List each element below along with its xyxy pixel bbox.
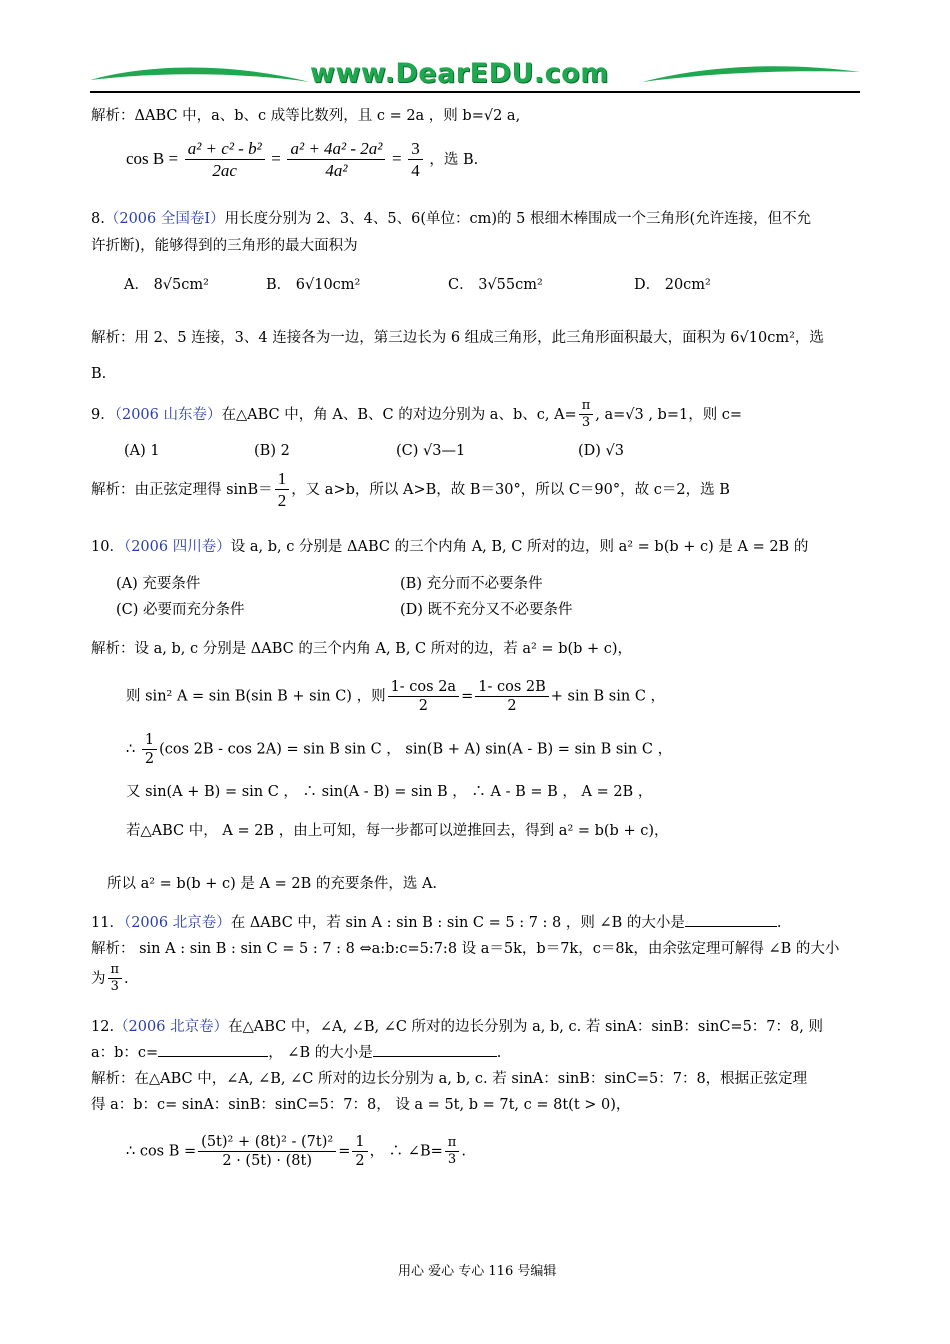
q9-option-a: (A) 1	[124, 443, 160, 459]
formula-fraction-3	[408, 138, 423, 182]
question-text: a：b：c=	[91, 1045, 159, 1061]
q10-option-d: (D) 既不充分又不必要条件	[400, 602, 573, 618]
answer-blank-ratio	[158, 1056, 268, 1057]
analysis-q7-line1: 解析：ΔABC 中，a、b、c 成等比数列，且 c = 2a ，则 b=√2 a,	[91, 108, 521, 124]
analysis-text: 为	[91, 970, 106, 987]
q8-option-a: A． 8√5cm²	[124, 277, 209, 293]
question-number: 9．	[91, 406, 115, 423]
equals-sign: =	[338, 1143, 351, 1160]
q10-analysis-3	[126, 731, 672, 768]
q10-analysis-4: 又 sin(A + B) = sin C ， ∴ sin(A - B) = sin B ， ∴ A - B = B ， A = 2B ，	[126, 784, 653, 800]
analysis-text-cont: + sin B sin C ，	[550, 688, 666, 705]
q9-option-c: (C) √3—1	[396, 443, 466, 459]
fraction-numerator: π	[579, 398, 594, 415]
question-text: 用长度分别为 2、3、4、5、6(单位：cm)的 5 根细木棒围成一个三角形(允许连接，但不允	[224, 211, 812, 227]
q8-option-b: B． 6√10cm²	[266, 277, 361, 293]
q10-option-b: (B) 充分而不必要条件	[400, 576, 543, 592]
question-number: 11．	[91, 915, 124, 931]
question-number: 12.	[91, 1019, 115, 1035]
page-footer: 用心 爱心 专心 116 号编辑	[398, 1264, 557, 1279]
question-text-cont: , a=√3 , b=1，则 c=	[595, 406, 743, 423]
question-source: （2006 北京卷）	[123, 915, 231, 931]
fraction-numerator: 1- cos 2a	[388, 678, 460, 697]
q12-analysis-3	[126, 1133, 466, 1170]
fraction-numerator: 3	[408, 138, 423, 160]
formula-fraction-1	[185, 138, 265, 182]
fraction-denominator: 2	[355, 1153, 365, 1170]
q8-option-c: C． 3√55cm²	[448, 277, 543, 293]
question-source: （2006 四川卷）	[123, 539, 231, 555]
fraction-numerator: a² + c² - b²	[185, 138, 265, 160]
q8-analysis-line2: B.	[91, 366, 107, 382]
q12-fraction-2	[352, 1133, 367, 1170]
analysis-text: 则 sin² A = sin B(sin B + sin C) ，则	[126, 688, 386, 705]
q9-option-d: (D) √3	[578, 443, 625, 459]
q11-analysis: 解析： sin A : sin B : sin C = 5 : 7 : 8 ⇔a:b:c=5:7:8 设 a＝5k，b＝7k，c＝8k，由余弦定理可解得 ∠B 的大小	[91, 941, 840, 957]
header-rule	[90, 91, 860, 93]
fraction-denominator: 2	[144, 751, 155, 768]
fraction-denominator: 2	[507, 698, 517, 715]
q10-analysis-6: 所以 a² = b(b + c) 是 A = 2B 的充要条件，选 A.	[107, 876, 438, 892]
analysis-text-cont: ， ∴ ∠B=	[369, 1143, 443, 1160]
question-11: 11．（2006 北京卷）在 ΔABC 中，若 sin A : sin B : sin C = 5 : 7 : 8 ，则 ∠B 的大小是 .	[91, 915, 782, 931]
analysis-text-cont: .	[124, 970, 129, 987]
q8-analysis: 解析：用 2、5 连接，3、4 连接各为一边，第三边长为 6 组成三角形，此三角形面积最大，面积为 6√10cm²，选	[91, 330, 824, 346]
answer-blank	[685, 926, 777, 927]
fraction-numerator: 1	[275, 468, 290, 490]
q11-analysis-line2	[91, 962, 129, 996]
q12-fraction-3	[445, 1135, 460, 1169]
formula-lhs: cos B =	[126, 148, 179, 168]
analysis-text: 解析：由正弦定理得 sinB＝	[91, 481, 273, 498]
fraction-numerator: π	[445, 1135, 460, 1152]
formula-fraction-2	[287, 138, 385, 182]
fraction-numerator: 1	[352, 1133, 367, 1152]
analysis-q7-formula: cos B = $\frac{\text{a² + c² - b²}}{2ac}$ = $\frac{\text{a² + 4a² - 2a²}}{\text{4a²}}$ = $\frac{3}{4}$ ，选 B.	[126, 139, 479, 181]
q9-analysis	[91, 468, 730, 512]
analysis-text-end: .	[461, 1143, 466, 1160]
question-source: （2006 全国卷Ⅰ）	[104, 211, 225, 227]
q10-analysis-2	[126, 678, 665, 715]
question-number: 10．	[91, 539, 124, 555]
fraction-numerator: a² + 4a² - 2a²	[287, 138, 385, 160]
q10-fraction-1	[388, 678, 460, 715]
q10-option-c: (C) 必要而充分条件	[116, 602, 245, 618]
fraction-denominator: 3	[110, 979, 119, 995]
question-12-line2: a：b：c= ， ∠B 的大小是 .	[91, 1045, 502, 1061]
question-text-cont: ， ∠B 的大小是	[268, 1045, 373, 1061]
q12-analysis-1: 解析：在△ABC 中，∠A, ∠B, ∠C 所对的边长分别为 a, b, c. 若 sinA：sinB：sinC=5：7：8，根据正弦定理	[91, 1071, 808, 1087]
answer-blank-angle	[373, 1056, 497, 1057]
q9-analysis-fraction	[275, 468, 290, 512]
fraction-denominator: 3	[447, 1152, 457, 1168]
fraction-denominator: 2ac	[212, 161, 237, 181]
question-text: 在 ΔABC 中，若 sin A : sin B : sin C = 5 : 7 : 8 ，则 ∠B 的大小是	[230, 915, 685, 931]
fraction-numerator: 1	[142, 731, 157, 750]
question-8	[91, 207, 811, 228]
equals-sign: =	[461, 688, 474, 705]
q11-fraction	[108, 962, 123, 996]
question-text: 在△ABC 中，∠A, ∠B, ∠C 所对的边长分别为 a, b, c. 若 sinA：sinB：sinC=5：7：8, 则	[228, 1019, 823, 1035]
question-text: 设 a, b, c 分别是 ΔABC 的三个内角 A, B, C 所对的边，则 a² = b(b + c) 是 A = 2B 的	[230, 539, 809, 555]
question-12	[91, 1015, 823, 1036]
q10-fraction-2	[475, 678, 549, 715]
q10-fraction-3	[142, 731, 157, 768]
question-source: （2006 北京卷）	[114, 1019, 229, 1035]
fraction-numerator: 1- cos 2B	[475, 678, 549, 697]
q9-fraction	[579, 398, 594, 432]
site-logo: www.DearEDU.com	[310, 58, 609, 89]
q10-analysis-5: 若△ABC 中， A = 2B ，由上可知，每一步都可以逆推回去，得到 a² = b(b + c)，	[126, 823, 669, 839]
header-swoosh-right-icon	[640, 60, 862, 90]
q12-fraction-1	[198, 1133, 336, 1170]
question-9	[91, 398, 742, 432]
header-swoosh-left-icon	[88, 60, 313, 90]
q10-option-a: (A) 充要条件	[116, 576, 201, 592]
q12-analysis-2: 得 a：b：c= sinA：sinB：sinC=5：7：8， 设 a = 5t, b = 7t, c = 8t(t > 0)，	[91, 1097, 631, 1113]
fraction-numerator: π	[108, 962, 123, 979]
formula-tail: ，选 B.	[429, 151, 479, 168]
q10-analysis-1: 解析：设 a, b, c 分别是 ΔABC 的三个内角 A, B, C 所对的边，若 a² = b(b + c)，	[91, 641, 633, 657]
therefore-symbol: ∴	[126, 741, 136, 758]
fraction-denominator: 2 · (5t) · (8t)	[222, 1153, 312, 1170]
fraction-numerator: (5t)² + (8t)² - (7t)²	[198, 1133, 336, 1152]
analysis-text-cont: ，又 a>b，所以 A>B，故 B＝30°，所以 C＝90°，故 c＝2，选 B	[291, 481, 730, 498]
analysis-text: ∴ cos B =	[126, 1143, 197, 1160]
q9-option-b: (B) 2	[254, 443, 290, 459]
analysis-text-cont: (cos 2B - cos 2A) = sin B sin C ， sin(B + A) sin(A - B) = sin B sin C ，	[159, 741, 673, 758]
question-10	[91, 535, 808, 556]
fraction-denominator: 2	[418, 698, 428, 715]
fraction-denominator: 4	[411, 161, 420, 181]
fraction-denominator: 2	[277, 491, 287, 511]
question-number: 8.	[91, 211, 105, 227]
fraction-denominator: 3	[581, 415, 591, 431]
fraction-denominator: 4a²	[325, 161, 348, 181]
question-text: 在△ABC 中，角 A、B、C 的对边分别为 a、b、c, A=	[221, 406, 577, 423]
question-8-line2: 许折断)，能够得到的三角形的最大面积为	[91, 238, 358, 254]
q8-option-d: D． 20cm²	[634, 277, 711, 293]
question-source: （2006 山东卷）	[114, 406, 222, 423]
